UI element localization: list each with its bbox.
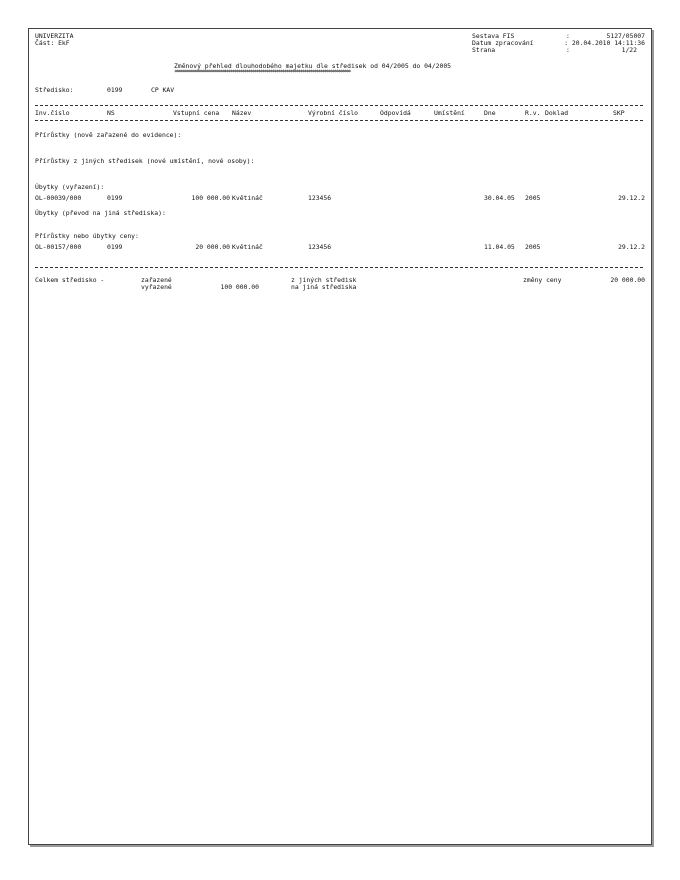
col-price: Vstupní cena	[173, 109, 220, 117]
center-name: CP KAV	[151, 86, 175, 94]
row1-date: 30.04.05	[484, 194, 515, 202]
center-label: Středisko:	[35, 86, 74, 94]
row1-ns: 0199	[107, 194, 123, 202]
totals-from-other-label: z jiných středisk	[291, 276, 357, 284]
totals-to-other-label: na jiná střediska	[291, 283, 357, 291]
row1-inv: OL-00039/000	[35, 194, 82, 202]
row2-skp: 29.12.2	[618, 243, 645, 251]
org-name: UNIVERZITA	[35, 32, 74, 40]
totals-removed-label: vyřazené	[141, 283, 172, 291]
header-rule-bottom	[35, 120, 643, 121]
org-part: Část: EkF	[35, 39, 70, 47]
report-page	[28, 28, 652, 845]
page-label: Strana	[472, 46, 496, 54]
row2-price: 20 000.00	[195, 243, 230, 251]
row2-ns: 0199	[107, 243, 123, 251]
col-skp: SKP	[613, 109, 625, 117]
col-year: R.v.	[525, 109, 541, 117]
totals-price-change-value: 20 000.00	[610, 276, 645, 284]
section-additions-transfer: Přírůstky z jiných středisek (nové umístění, nové osoby):	[35, 157, 255, 165]
section-disposals-transfer: Úbytky (převod na jiná střediska):	[35, 209, 166, 217]
header-rule-top	[35, 105, 643, 106]
report-title: Změnový přehled dlouhodobého majetku dle středisek od 04/2005 do 04/2005	[174, 62, 452, 70]
totals-removed-value: 100 000.00	[220, 283, 259, 291]
row1-skp: 29.12.2	[618, 194, 645, 202]
row2-serial: 123456	[308, 243, 332, 251]
totals-label: Celkem středisko -	[35, 276, 105, 284]
section-additions-new: Přírůstky (nově zařazené do evidence):	[35, 131, 182, 139]
report-code: 5127/05007	[606, 32, 645, 40]
report-colon: :	[566, 32, 570, 40]
page-number: 1/22	[621, 46, 637, 54]
section-price-changes: Přírůstky nebo úbytky ceny:	[35, 232, 139, 240]
row1-price: 100 000.00	[191, 194, 230, 202]
row2-year: 2005	[525, 243, 541, 251]
section-disposals: Úbytky (vyřazení):	[35, 183, 105, 191]
report-label: Sestava FIS	[472, 32, 515, 40]
col-responsible: Odpovídá	[380, 109, 411, 117]
processed-value: : 20.04.2010 14:11:36	[564, 39, 645, 47]
col-inv: Inv.číslo	[35, 109, 70, 117]
title-underline-stars: ****************************************************************************************	[174, 68, 350, 76]
row1-name: Květináč	[232, 194, 263, 202]
col-location: Umístění	[434, 109, 465, 117]
col-serial: Výrobní číslo	[308, 109, 359, 117]
center-code: 0199	[107, 86, 123, 94]
row2-name: Květináč	[232, 243, 263, 251]
processed-label: Datum zpracování	[472, 39, 534, 47]
page-colon: :	[566, 46, 570, 54]
totals-price-change-label: změny ceny	[523, 276, 562, 284]
col-name: Název	[232, 109, 252, 117]
row1-serial: 123456	[308, 194, 332, 202]
col-date: Dne	[484, 109, 496, 117]
col-document: Doklad	[545, 109, 569, 117]
col-ns: NS	[107, 109, 115, 117]
row2-date: 11.04.05	[484, 243, 515, 251]
row1-year: 2005	[525, 194, 541, 202]
totals-rule	[35, 267, 643, 268]
row2-inv: OL-00157/000	[35, 243, 82, 251]
totals-added-label: zařazené	[141, 276, 172, 284]
